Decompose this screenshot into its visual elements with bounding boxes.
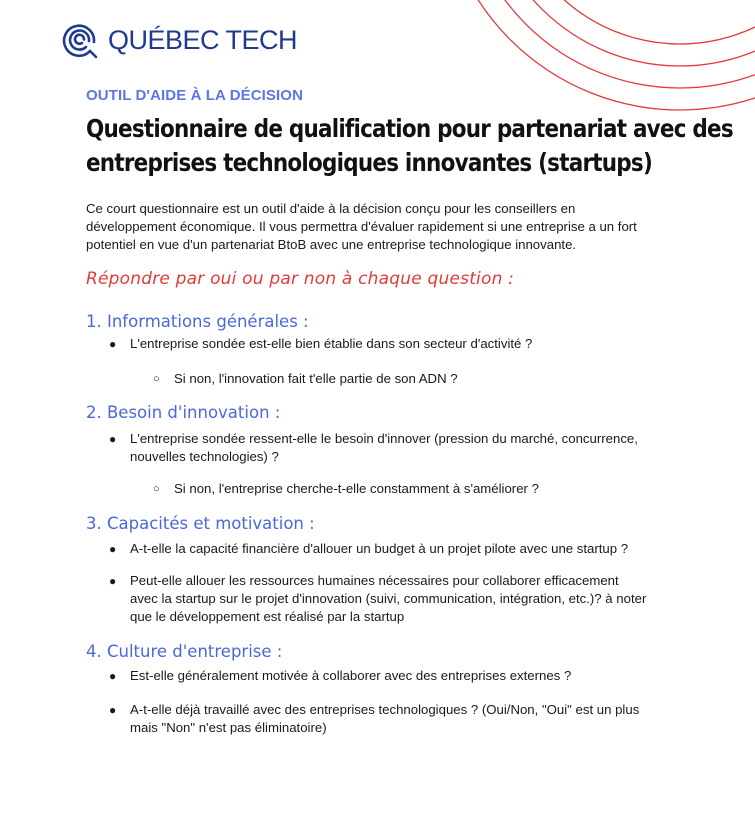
bullet-dot-icon: ● bbox=[109, 669, 117, 683]
question-text: A-t-elle déjà travaillé avec des entreprises technologiques ? (Oui/Non, "Oui" est un plus bbox=[130, 702, 640, 717]
document-overline: OUTIL D'AIDE À LA DÉCISION bbox=[86, 87, 304, 104]
question-text: que le développement est réalisé par la startup bbox=[130, 609, 405, 624]
intro-line: potentiel en vue d'un partenariat BtoB avec une entreprise technologique innovante. bbox=[86, 237, 577, 252]
brand-logo bbox=[60, 20, 297, 60]
question-text: A-t-elle la capacité financière d'allouer un budget à un projet pilote avec une startup ? bbox=[130, 541, 629, 556]
section-heading-besoin: 2. Besoin d'innovation : bbox=[86, 403, 281, 422]
question-text: L'entreprise sondée ressent-elle le besoin d'innover (pression du marché, concurrence, bbox=[130, 431, 638, 446]
question-text: avec la startup sur le projet d'innovation (suivi, communication, intégration, etc.)? à noter bbox=[130, 591, 647, 606]
hollow-circle-icon: ○ bbox=[153, 483, 160, 495]
question-text: nouvelles technologies) ? bbox=[130, 449, 279, 464]
document-title bbox=[86, 112, 733, 180]
question-text: Est-elle généralement motivée à collaborer avec des entreprises externes ? bbox=[130, 668, 572, 683]
bullet-dot-icon: ● bbox=[109, 542, 117, 556]
intro-paragraph bbox=[86, 200, 686, 254]
bullet-dot-icon: ● bbox=[109, 337, 117, 351]
question-text: Peut-elle allouer les ressources humaines nécessaires pour collaborer efficacement bbox=[130, 573, 619, 588]
brand-name: QUÉBEC TECH bbox=[108, 24, 298, 55]
question-text: mais "Non" n'est pas éliminatoire) bbox=[130, 720, 327, 735]
intro-line: développement économique. Il vous permettra d'évaluer rapidement si une entreprise a un fort bbox=[86, 219, 637, 234]
sub-question-text: Si non, l'entreprise cherche-t-elle constamment à s'améliorer ? bbox=[174, 481, 539, 496]
title-line: Questionnaire de qualification pour partenariat avec des bbox=[86, 114, 733, 143]
sub-question-text: Si non, l'innovation fait t'elle partie de son ADN ? bbox=[174, 371, 458, 386]
bullet-dot-icon: ● bbox=[109, 703, 117, 717]
section-heading-informations: 1. Informations générales : bbox=[86, 312, 309, 331]
title-line: entreprises technologiques innovantes (startups) bbox=[86, 148, 653, 177]
hollow-circle-icon: ○ bbox=[153, 373, 160, 385]
quebec-tech-logo-icon bbox=[60, 20, 100, 60]
section-heading-capacites: 3. Capacités et motivation : bbox=[86, 514, 315, 533]
intro-line: Ce court questionnaire est un outil d'aide à la décision conçu pour les conseillers en bbox=[86, 201, 576, 216]
bullet-dot-icon: ● bbox=[109, 432, 117, 446]
instruction-text: Répondre par oui ou par non à chaque question : bbox=[86, 269, 515, 289]
bullet-dot-icon: ● bbox=[109, 574, 117, 588]
question-text: L'entreprise sondée est-elle bien établie dans son secteur d'activité ? bbox=[130, 336, 533, 351]
section-heading-culture: 4. Culture d'entreprise : bbox=[86, 642, 283, 661]
